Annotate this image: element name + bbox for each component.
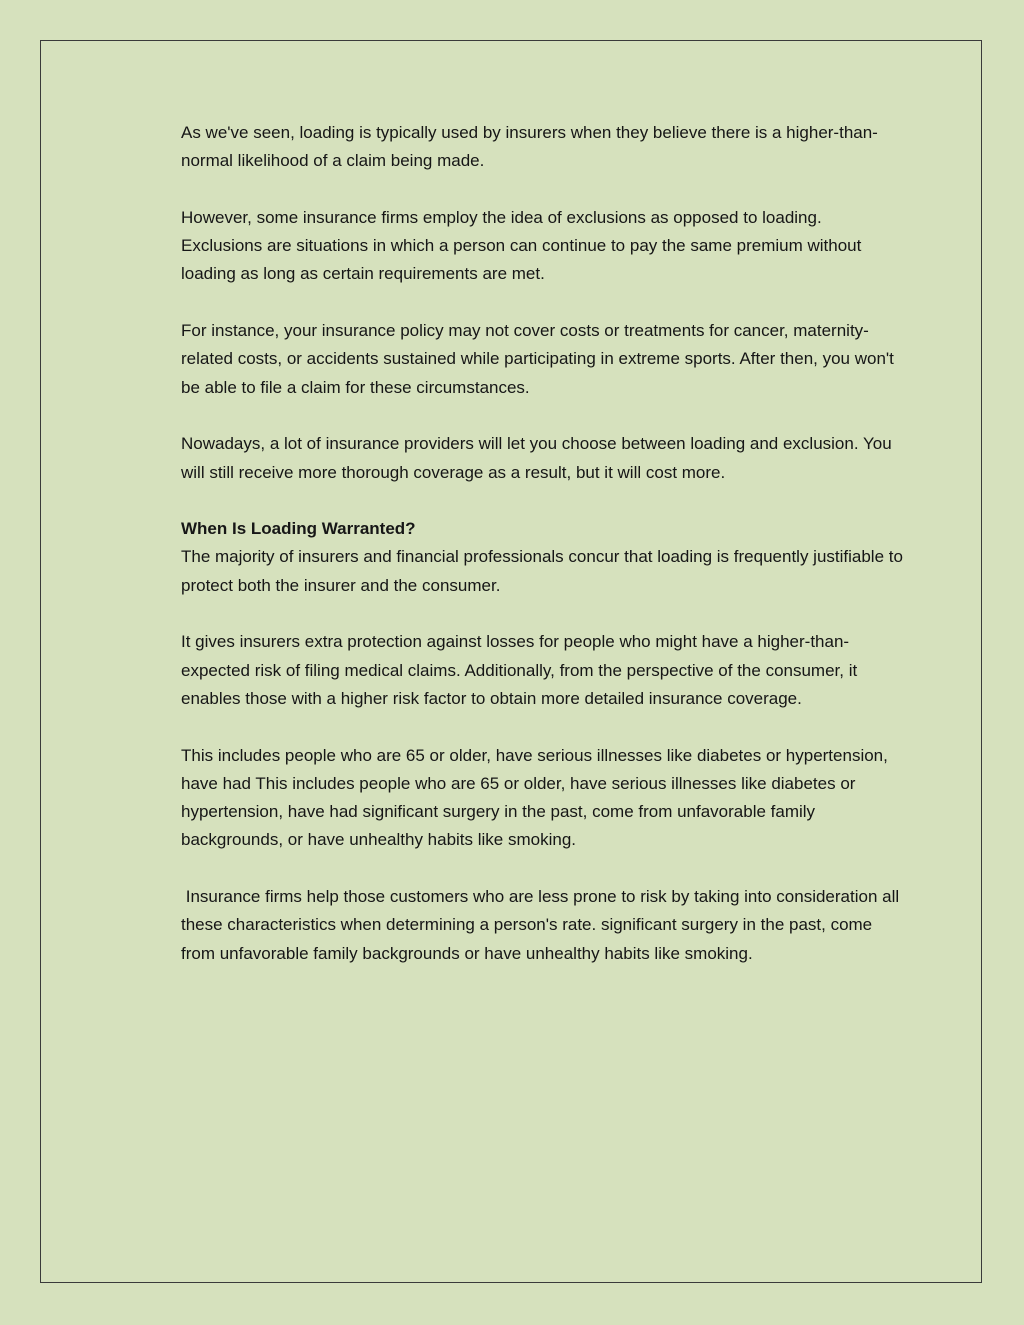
section-heading: When Is Loading Warranted? [181, 519, 416, 539]
paragraph-loading-intro: As we've seen, loading is typically used by insurers when they believe there is a higher-than-normal likelihood of a claim being made. [181, 123, 878, 171]
paragraph-protection: It gives insurers extra protection against losses for people who might have a higher-than-expected risk of filing medical claims. Additionally, from the perspective of the consumer, it enables those with a higher risk factor to obtain more detailed insurance coverage. [181, 632, 858, 708]
paragraph-consensus: The majority of insurers and financial professionals concur that loading is frequently justifiable to protect both the insurer and the consumer. [181, 547, 903, 595]
page-frame [40, 40, 982, 1283]
paragraph-example: For instance, your insurance policy may not cover costs or treatments for cancer, maternity-related costs, or accidents sustained while participating in extreme sports. After then, you won't be able to file a claim for these circumstances. [181, 321, 894, 397]
paragraph-includes: This includes people who are 65 or older, have serious illnesses like diabetes or hypertension, have had This includes people who are 65 or older, have serious illnesses like diabetes or hypertension, have had significant surgery in the past, come from unfavorable family backgrounds, or have unhealthy habits like smoking. [181, 745, 888, 850]
section-warranted [181, 515, 906, 600]
paragraph-rate: Insurance firms help those customers who are less prone to risk by taking into consideration all these characteristics when determining a person's rate. significant surgery in the past, come from unfavorable family backgrounds or have unhealthy habits like smoking. [181, 887, 904, 963]
document-body [181, 119, 906, 996]
paragraph-exclusions: However, some insurance firms employ the idea of exclusions as opposed to loading. Exclusions are situations in which a person can continue to pay the same premium without loading as long as certain requirements are met. [181, 207, 862, 284]
paragraph-choice: Nowadays, a lot of insurance providers will let you choose between loading and exclusion. You will still receive more thorough coverage as a result, but it will cost more. [181, 434, 892, 482]
